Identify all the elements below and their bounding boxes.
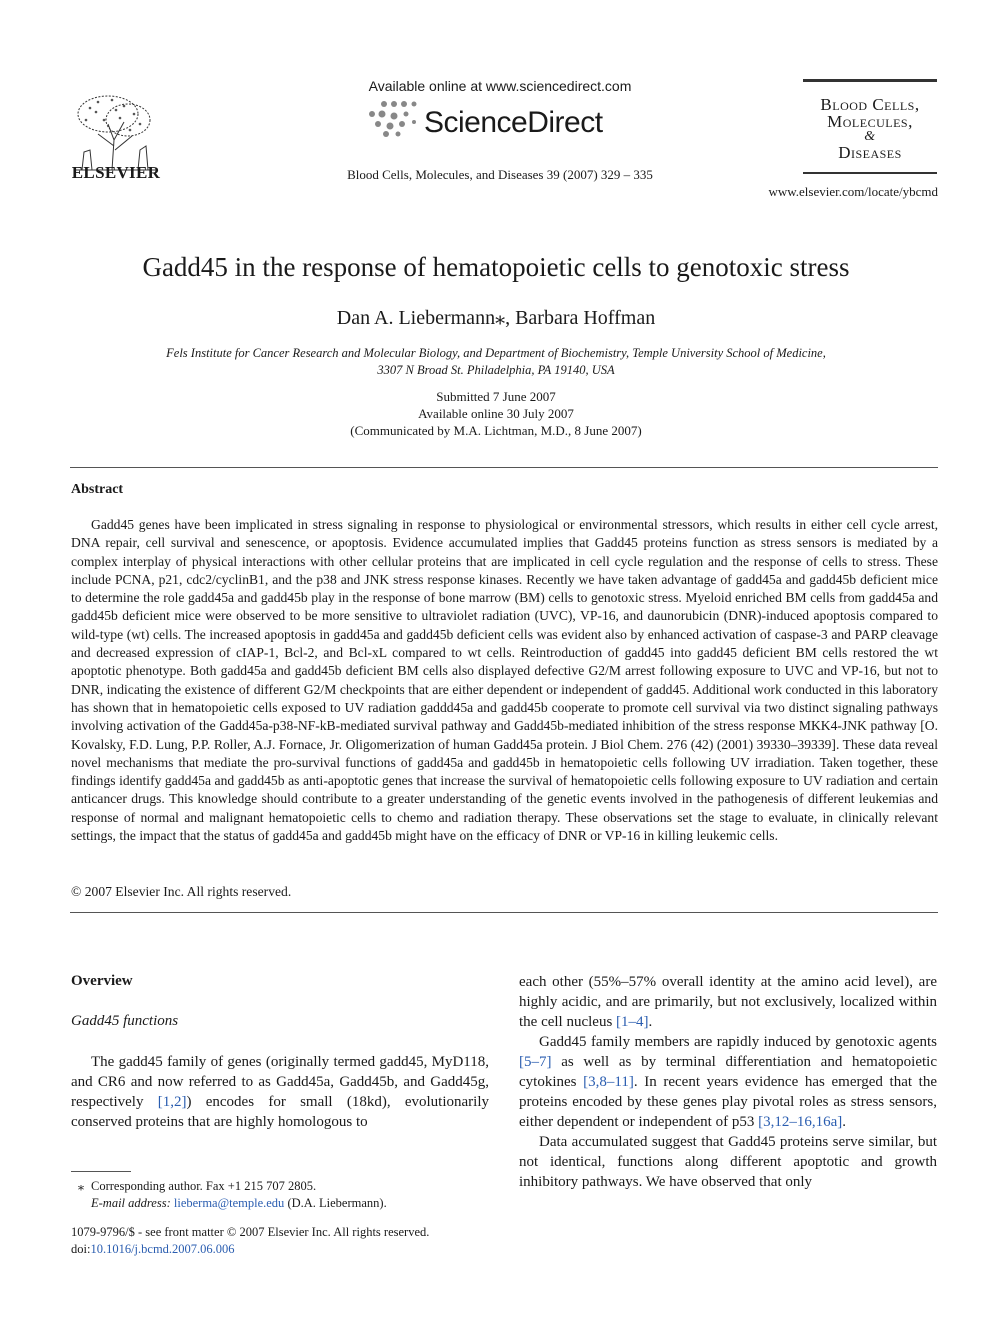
- available-online-banner[interactable]: Available online at www.sciencedirect.com: [368, 78, 632, 94]
- bottom-matter: [71, 1224, 491, 1258]
- citation-link[interactable]: [3,8–11]: [583, 1074, 634, 1090]
- email-label: E-mail address:: [91, 1196, 171, 1210]
- paragraph-text: Gadd45 family members are rapidly induced by genotoxic agents: [539, 1034, 937, 1050]
- footnote-marker: ⁎: [77, 1179, 85, 1193]
- paragraph: [519, 972, 937, 1032]
- paragraph: [519, 1032, 937, 1132]
- paragraph-text: .: [842, 1114, 846, 1130]
- journal-logo-line: Blood Cells,: [820, 95, 920, 114]
- doi-label: doi:: [71, 1242, 91, 1256]
- abstract-copyright: © 2007 Elsevier Inc. All rights reserved.: [71, 884, 292, 899]
- right-column: [519, 972, 937, 1192]
- footnote-divider: [71, 1171, 131, 1172]
- journal-logo-line: &: [864, 129, 876, 144]
- journal-url[interactable]: www.elsevier.com/locate/ybcmd: [768, 184, 938, 199]
- author-list: Dan A. Liebermann⁎, Barbara Hoffman: [336, 307, 656, 329]
- publisher-name: ELSEVIER: [71, 163, 161, 182]
- affiliation-line: Fels Institute for Cancer Research and Molecular Biology, and Department of Biochemistry, Temple University School of Medicine,: [166, 346, 826, 360]
- affiliation: [110, 345, 882, 379]
- paragraph-text: ) encodes for small (18kd), evolutionarily conserved proteins that are highly homologous to: [71, 1094, 489, 1130]
- paragraph-text: . In recent years evidence has emerged that the proteins encoded by these genes play pivotal roles as stress sensors, either dependent or independent of p53: [519, 1074, 937, 1130]
- available-date: Available online 30 July 2007: [418, 406, 574, 421]
- communicated-by: (Communicated by M.A. Lichtman, M.D., 8 June 2007): [350, 423, 642, 438]
- paragraph-text: each other (55%–57% overall identity at the amino acid level), are highly acidic, and are primarily, but not exclusively, localized within the cell nucleus: [519, 974, 937, 1030]
- doi-link[interactable]: 10.1016/j.bcmd.2007.06.006: [90, 1242, 235, 1256]
- citation-link[interactable]: [1–4]: [616, 1014, 649, 1030]
- email-link[interactable]: lieberma@temple.edu: [173, 1196, 285, 1210]
- article-dates: [0, 388, 992, 439]
- paragraph-text: as well as by terminal differentiation and hematopoietic cytokines: [519, 1054, 937, 1090]
- divider: [70, 912, 938, 913]
- journal-logo: [803, 79, 937, 174]
- issn-line: 1079-9796/$ - see front matter © 2007 Elsevier Inc. All rights reserved.: [71, 1225, 430, 1239]
- paragraph-text: The gadd45 family of genes (originally termed gadd45, MyD118, and CR6 and now referred to as Gadd45a, Gadd45b, and Gadd45g, respectively: [71, 1054, 489, 1110]
- subsection-heading: Gadd45 functions: [71, 1013, 179, 1029]
- footnote: [71, 1178, 491, 1212]
- affiliation-line: 3307 N Broad St. Philadelphia, PA 19140, USA: [377, 363, 615, 377]
- corresponding-author-note: Corresponding author. Fax +1 215 707 2805.: [91, 1179, 317, 1193]
- divider: [70, 467, 938, 468]
- citation-link[interactable]: [1,2]: [157, 1094, 187, 1110]
- section-heading: Overview: [71, 973, 133, 989]
- email-owner: (D.A. Liebermann).: [287, 1196, 387, 1210]
- journal-logo-line: Diseases: [838, 143, 902, 162]
- sciencedirect-wordmark: ScienceDirect: [424, 106, 603, 139]
- journal-logo-line: Molecules,: [827, 112, 913, 131]
- paragraph-text: .: [648, 1014, 653, 1030]
- journal-citation: Blood Cells, Molecules, and Diseases 39 (2007) 329 – 335: [347, 167, 653, 182]
- article-title: Gadd45 in the response of hematopoietic cells to genotoxic stress: [142, 252, 850, 282]
- paragraph: Data accumulated suggest that Gadd45 proteins serve similar, but not identical, functions along different apoptotic and growth inhibitory pathways. We have observed that only: [519, 1134, 937, 1190]
- submitted-date: Submitted 7 June 2007: [436, 389, 556, 404]
- abstract-body: Gadd45 genes have been implicated in stress signaling in response to physiological or environmental stressors, which results in either cell cycle arrest, DNA repair, cell survival and senescence, or apoptosis. Evidence accumulated implies that Gadd45 proteins function as stress sensors is mediated by a complex interplay of physical interactions with other cellular proteins that are implicated in cell cycle regulation and the response of cells to stress. These include PCNA, p21, cdc2/cyclinB1, and the p38 and JNK stress response kinases. Recently we have taken advantage of gadd45a and gadd45b deficient mice to determine the role gadd45a and gadd45b play in the response of bone marrow (BM) cells to genotoxic stress. Myeloid enriched BM cells from gadd45a and gadd45b deficient mice were observed to be more sensitive to ultraviolet radiation (UVC), VP-16, and daunorubicin (DNR)-induced apoptosis compared to wild-type (wt) cells. The increased apoptosis in gadd45a and gadd45b deficient cells was evident also by enhanced activation of caspase-3 and PARP cleavage and decreased expression of cIAP-1, Bcl-2, and Bcl-xL compared to wt cells. Reintroduction of gadd45 into gadd45 deficient BM cells restored the wt apoptotic phenotype. Both gadd45a and gadd45b deficient BM cells also displayed defective G2/M arrest following exposure to UVC and VP-16, but not to DNR, indicating the existence of different G2/M checkpoints that are either dependent or independent of gadd45. Additional work conducted in this laboratory has shown that in hematopoietic cells exposed to UV radiation gaddd45a and gadd45b cooperate to promote cell survival via two distinct signaling pathways involving activation of the Gadd45a-p38-NF-kB-mediated survival pathway and Gadd45b-mediated inhibition of the stress response MKK4-JNK pathway [O. Kovalsky, F.D. Lung, P.P. Roller, A.J. Fornace, Jr. Oligomerization of human Gadd45a protein. J Biol Chem. 276 (42) (2001) 39330–39339]. These data reveal novel mechanisms that mediate the pro-survival functions of gadd45a and gadd45b in hematopoietic cells following UV irradiation. Taken together, these findings identify gadd45a and gadd45b as anti-apoptotic genes that increase the survival of hematopoietic cells following exposure to UV radiation and certain anticancer drugs. This knowledge should contribute to a greater understanding of the genetic events involved in the pathogenesis of different leukemias and response of normal and malignant hematopoietic cells to chemo and radiation therapy. These observations set the stage to evaluate, in clinically relevant settings, the impact that the status of gadd45a and gadd45b might have on the efficacy of DNR or VP-16 in killing leukemic cells.: [71, 517, 938, 844]
- abstract-heading: Abstract: [71, 482, 124, 497]
- citation-link[interactable]: [5–7]: [519, 1054, 552, 1070]
- citation-link[interactable]: [3,12–16,16a]: [758, 1114, 843, 1130]
- left-column-paragraph: [71, 1052, 489, 1132]
